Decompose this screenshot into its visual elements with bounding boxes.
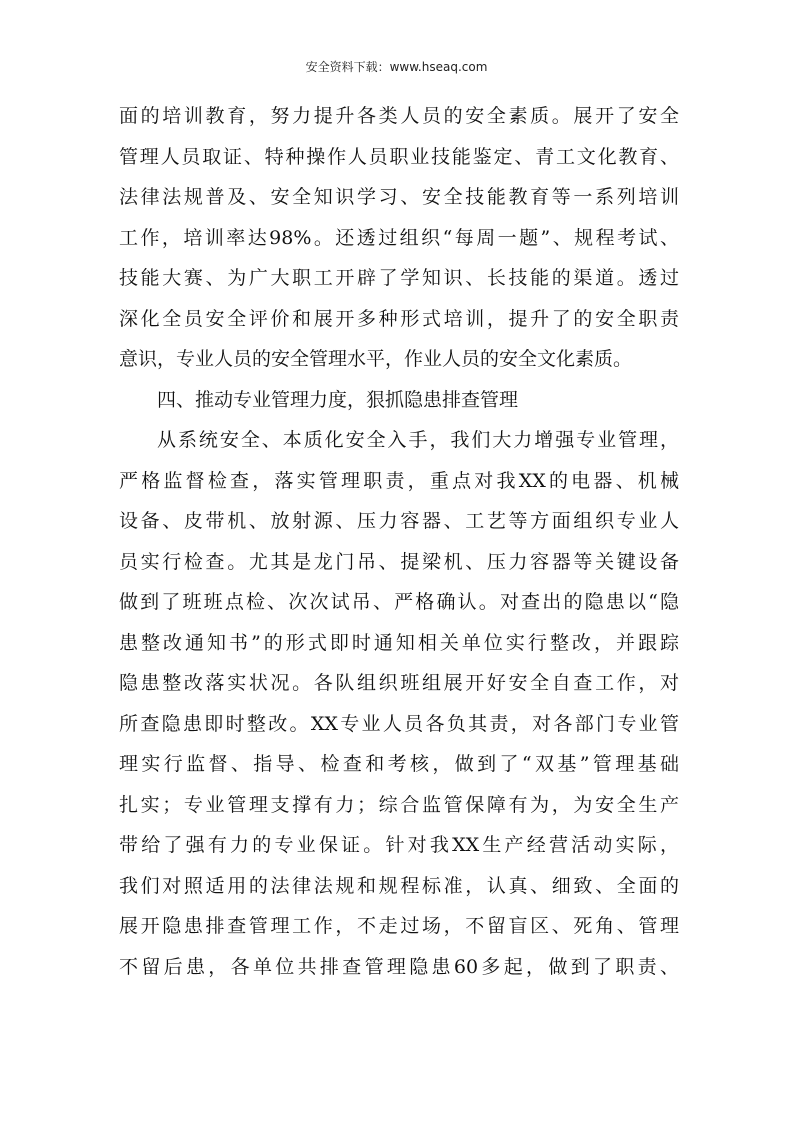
page-header: 安全资料下载：www.hseaq.com bbox=[305, 60, 488, 74]
text-line: 员实行检查。尤其是龙门吊、提梁机、压力容器等关键设备 bbox=[119, 550, 679, 573]
document-body bbox=[119, 96, 679, 987]
text-line: 意识，专业人员的安全管理水平，作业人员的安全文化素质。 bbox=[119, 348, 633, 370]
text-line: 做到了班班点检、次次试吊、严格确认。对查出的隐患以“隐 bbox=[119, 591, 679, 613]
text-line: 工作，培训率达98%。还透过组织“每周一题”、规程考试、 bbox=[119, 226, 679, 249]
text-line: 我们对照适用的法律法规和规程标准，认真、细致、全面的 bbox=[119, 874, 679, 897]
text-line: 管理人员取证、特种操作人员职业技能鉴定、青工文化教育、 bbox=[119, 145, 679, 168]
text-line: 不留后患，各单位共排查管理隐患60多起，做到了职责、 bbox=[119, 955, 679, 978]
text-line: 面的培训教育，努力提升各类人员的安全素质。展开了安全 bbox=[119, 105, 679, 127]
text-line: 带给了强有力的专业保证。针对我XX生产经营活动实际， bbox=[119, 834, 679, 856]
text-line: 隐患整改落实状况。各队组织班组展开好安全自查工作，对 bbox=[119, 672, 679, 694]
text-line: 严格监督检查，落实管理职责，重点对我XX的电器、机械 bbox=[119, 469, 679, 492]
text-line: 技能大赛、为广大职工开辟了学知识、长技能的渠道。透过 bbox=[119, 267, 679, 289]
text-line: 深化全员安全评价和展开多种形式培训，提升了的安全职责 bbox=[119, 307, 679, 330]
text-line: 展开隐患排查管理工作，不走过场，不留盲区、死角、管理 bbox=[119, 915, 679, 937]
text-line: 患整改通知书”的形式即时通知相关单位实行整改，并跟踪 bbox=[119, 631, 679, 654]
section-heading: 四、推动专业管理力度，狠抓隐患排查管理 bbox=[157, 388, 519, 411]
text-line: 法律法规普及、安全知识学习、安全技能教育等一系列培训 bbox=[119, 186, 679, 208]
text-line: 所查隐患即时整改。XX专业人员各负其责，对各部门专业管 bbox=[119, 712, 679, 735]
text-line: 设备、皮带机、放射源、压力容器、工艺等方面组织专业人 bbox=[119, 510, 679, 532]
text-line: 扎实；专业管理支撑有力；综合监管保障有为，为安全生产 bbox=[119, 793, 679, 816]
text-line: 从系统安全、本质化安全入手，我们大力增强专业管理， bbox=[157, 429, 679, 451]
text-line: 理实行监督、指导、检查和考核，做到了“双基”管理基础 bbox=[119, 753, 679, 775]
